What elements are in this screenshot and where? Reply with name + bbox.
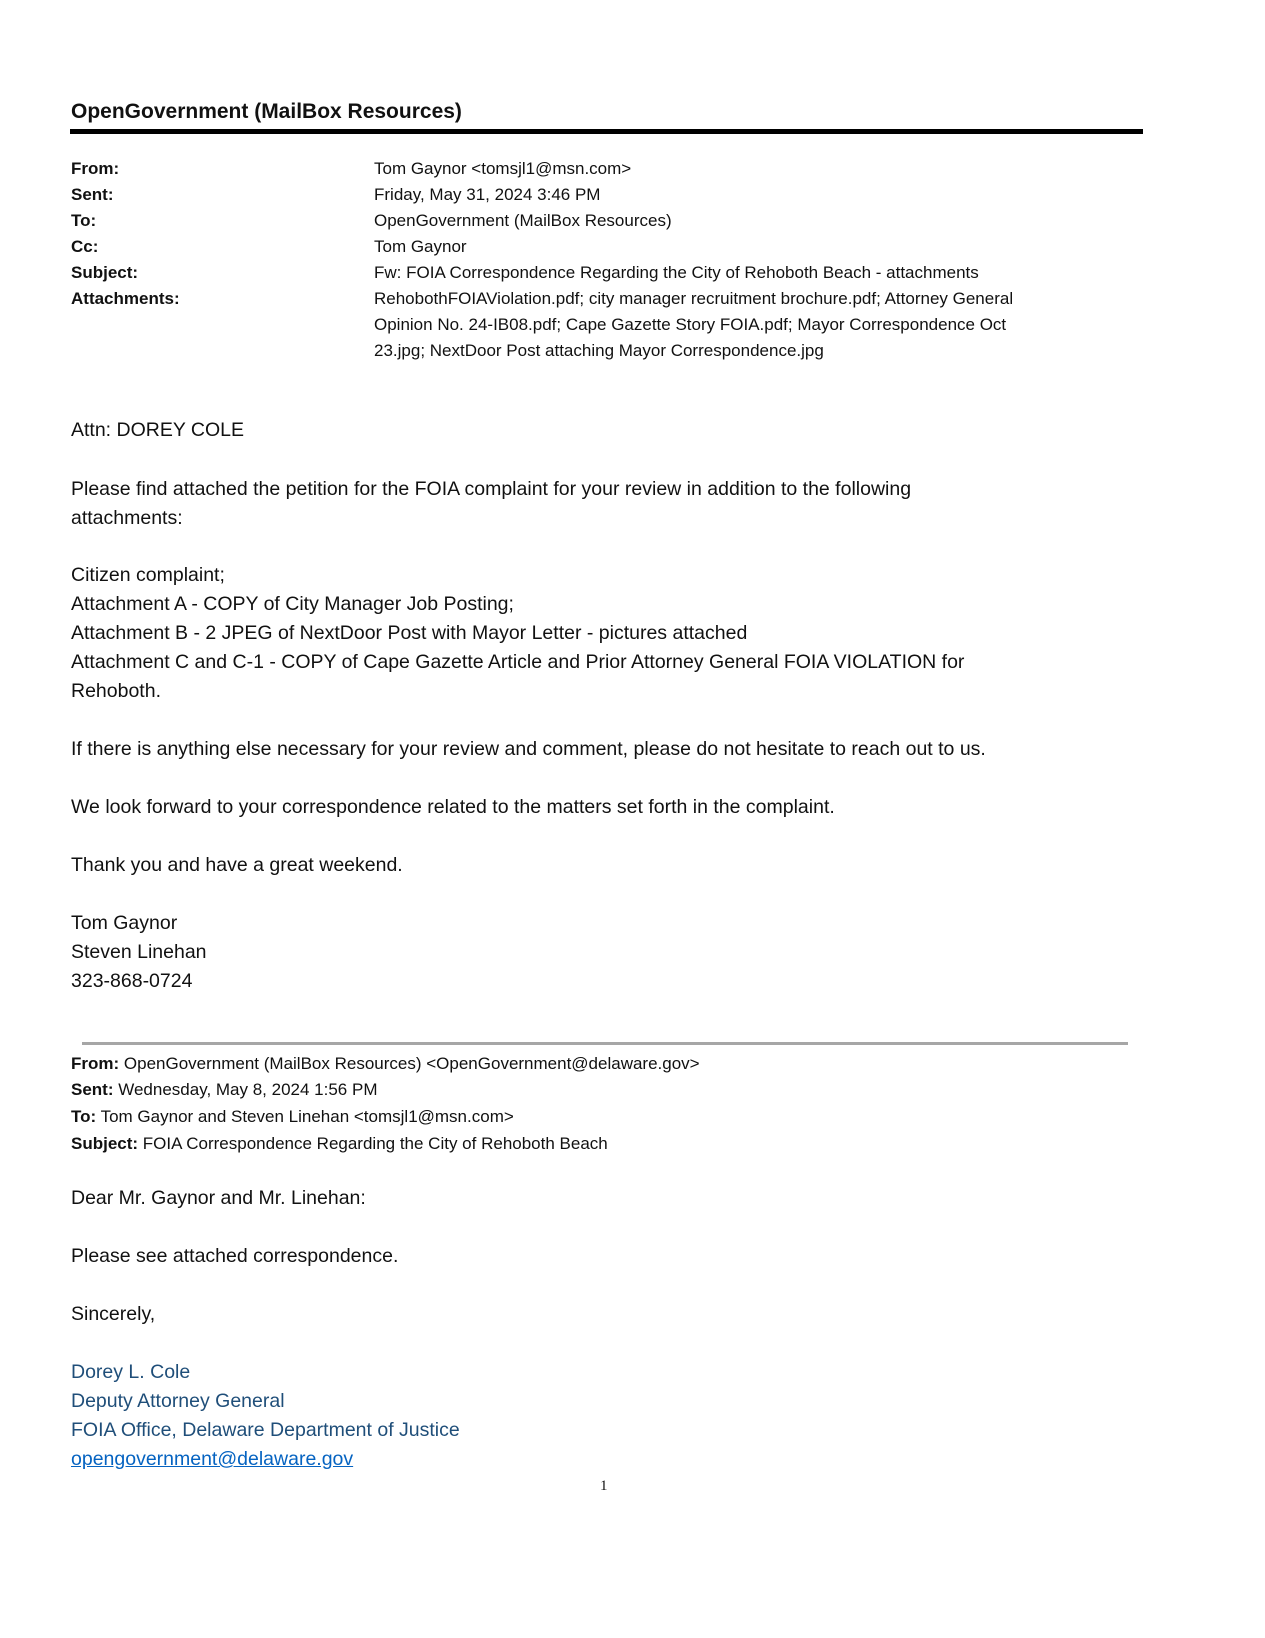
fwd-body: Please see attached correspondence.	[71, 1245, 399, 1267]
fwd-subject-label: Subject:	[71, 1134, 139, 1153]
attn-line: Attn: DOREY COLE	[71, 419, 245, 441]
subject-value: Fw: FOIA Correspondence Regarding the City of Rehoboth Beach - attachments	[374, 263, 979, 282]
attachments-value-cont: Opinion No. 24-IB08.pdf; Cape Gazette Story FOIA.pdf; Mayor Correspondence Oct	[374, 315, 1007, 334]
cc-label: Cc:	[71, 237, 99, 256]
attachment-list-item: Attachment C and C-1 - COPY of Cape Gazette Article and Prior Attorney General FOIA VIOLATION for	[71, 651, 965, 673]
subject-label: Subject:	[71, 263, 139, 282]
attachment-list-item: Attachment B - 2 JPEG of NextDoor Post with Mayor Letter - pictures attached	[71, 622, 748, 644]
fwd-sent	[71, 1080, 377, 1100]
fwd-signature-office: FOIA Office, Delaware Department of Justice	[71, 1419, 460, 1441]
fwd-to-label: To:	[71, 1107, 97, 1126]
attachments-value: RehobothFOIAViolation.pdf; city manager recruitment brochure.pdf; Attorney General	[374, 289, 1014, 308]
fwd-to-value: Tom Gaynor and Steven Linehan <tomsjl1@msn.com>	[100, 1107, 514, 1126]
fwd-closing: Sincerely,	[71, 1303, 156, 1325]
attachments-label: Attachments:	[71, 289, 180, 308]
fwd-signature-name: Dorey L. Cole	[71, 1361, 191, 1383]
fwd-greeting: Dear Mr. Gaynor and Mr. Linehan:	[71, 1187, 366, 1209]
attachment-list-item: Attachment A - COPY of City Manager Job Posting;	[71, 593, 514, 615]
sent-label: Sent:	[71, 185, 114, 204]
fwd-subject-value: FOIA Correspondence Regarding the City of Rehoboth Beach	[142, 1134, 608, 1153]
signature-line: Tom Gaynor	[71, 912, 178, 934]
intro-line: attachments:	[71, 507, 183, 529]
fwd-sent-value: Wednesday, May 8, 2024 1:56 PM	[118, 1080, 378, 1099]
from-label: From:	[71, 159, 120, 178]
fwd-to	[71, 1107, 514, 1127]
paragraph: If there is anything else necessary for your review and comment, please do not hesitate to reach out to us.	[71, 738, 986, 760]
signature-line: Steven Linehan	[71, 941, 207, 963]
from-value: Tom Gaynor <tomsjl1@msn.com>	[374, 159, 632, 178]
signature-phone: 323-868-0724	[71, 970, 193, 992]
fwd-from-label: From:	[71, 1054, 120, 1073]
paragraph: We look forward to your correspondence related to the matters set forth in the complaint.	[71, 796, 835, 818]
attachments-value-cont: 23.jpg; NextDoor Post attaching Mayor Correspondence.jpg	[374, 341, 824, 360]
title-divider	[70, 129, 1143, 134]
cc-value: Tom Gaynor	[374, 237, 467, 256]
to-value: OpenGovernment (MailBox Resources)	[374, 211, 672, 230]
fwd-sent-label: Sent:	[71, 1080, 114, 1099]
fwd-from	[71, 1054, 700, 1074]
sent-value: Friday, May 31, 2024 3:46 PM	[374, 185, 601, 204]
fwd-signature-title: Deputy Attorney General	[71, 1390, 285, 1412]
attachment-list-item: Rehoboth.	[71, 680, 161, 702]
fwd-subject	[71, 1134, 608, 1154]
to-label: To:	[71, 211, 97, 230]
page-number: 1	[600, 1478, 608, 1494]
intro-line: Please find attached the petition for the FOIA complaint for your review in addition to the following	[71, 478, 912, 500]
attachment-list-item: Citizen complaint;	[71, 564, 225, 586]
forward-divider	[82, 1042, 1128, 1045]
fwd-email-link[interactable]: opengovernment@delaware.gov	[71, 1448, 354, 1470]
document-title: OpenGovernment (MailBox Resources)	[71, 100, 462, 123]
paragraph: Thank you and have a great weekend.	[71, 854, 403, 876]
fwd-from-value: OpenGovernment (MailBox Resources) <OpenGovernment@delaware.gov>	[123, 1054, 700, 1073]
